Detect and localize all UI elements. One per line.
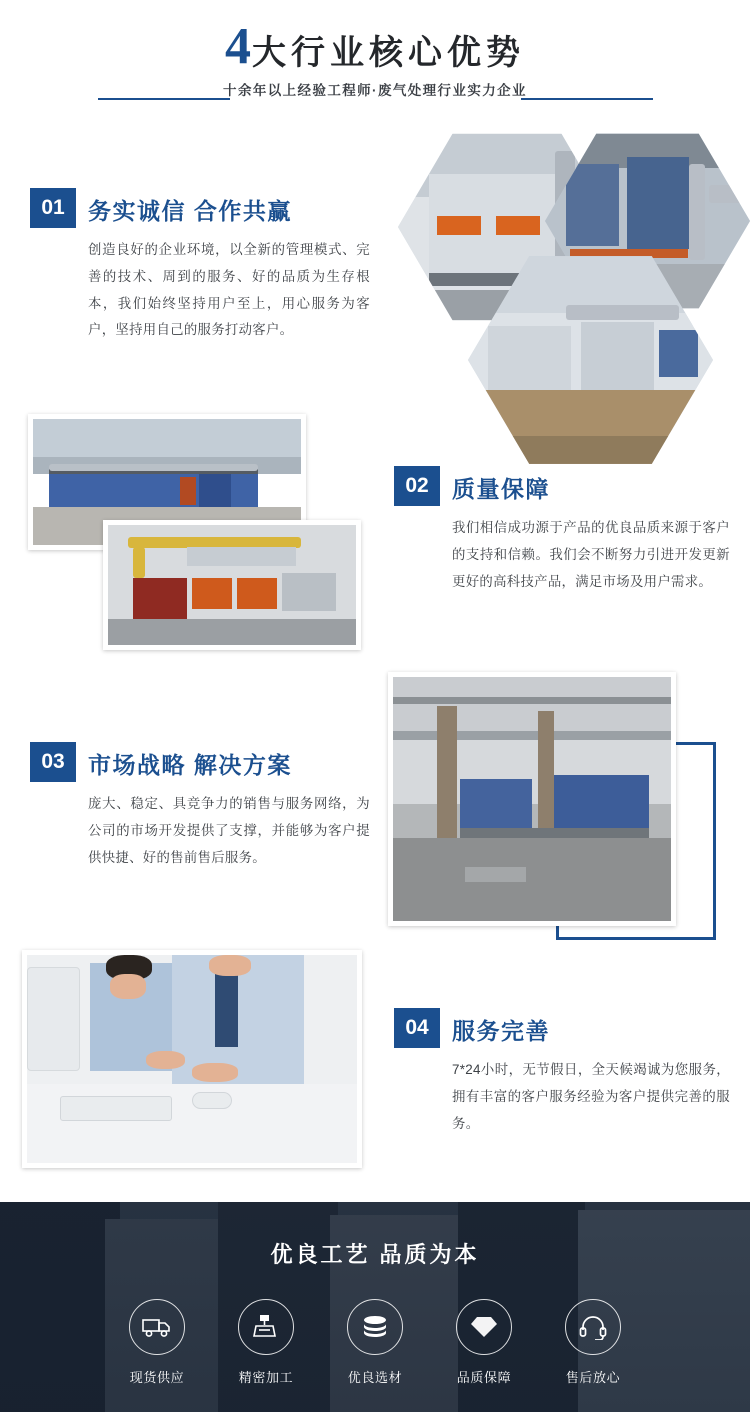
page-header xyxy=(0,0,750,118)
footer-label-machining: 精密加工 xyxy=(238,1370,294,1385)
photo-equipment-furnace xyxy=(103,520,361,650)
footer-content xyxy=(0,1202,750,1412)
feature-block-01 xyxy=(30,188,370,344)
footer-label-quality: 品质保障 xyxy=(456,1370,512,1385)
feature-02-body: 我们相信成功源于产品的优良品质来源于客户的支持和信赖。我们会不断努力引进开发更新更好的高科技产品，满足市场及用户需求。 xyxy=(452,520,730,589)
feature-03-heading xyxy=(30,742,370,782)
factory-icon xyxy=(238,1299,294,1355)
header-number: 4 xyxy=(225,18,250,75)
photo-equipment-furnace-image xyxy=(108,525,356,645)
photo-office-team-image xyxy=(27,955,357,1163)
page-subtitle: 十余年以上经验工程师·废气处理行业实力企业 xyxy=(223,83,527,99)
feature-03-body: 庞大、稳定、具竞争力的销售与服务网络，为公司的市场开发提供了支撑，并能够为客户提供快捷、好的售前售后服务。 xyxy=(88,796,370,865)
feature-01-heading xyxy=(30,188,370,228)
feature-01-body: 创造良好的企业环境，以全新的管理模式、完善的技术、周到的服务、好的品质为生存根本，我们始终坚持用户至上，用心服务为客户，坚持用自己的服务打动客户。 xyxy=(88,242,370,338)
footer-item-stock[interactable] xyxy=(118,1299,196,1386)
feature-04-title: 服务完善 xyxy=(452,1018,550,1044)
feature-04-heading xyxy=(394,1008,730,1048)
footer-label-material: 优良选材 xyxy=(347,1370,403,1385)
footer-label-aftersales: 售后放心 xyxy=(565,1370,621,1385)
diamond-icon xyxy=(456,1299,512,1355)
layers-icon xyxy=(347,1299,403,1355)
footer-item-machining[interactable] xyxy=(227,1299,305,1386)
feature-03-badge: 03 xyxy=(30,742,76,782)
footer-banner xyxy=(0,1202,750,1412)
photo-workshop-interior-image xyxy=(393,677,671,921)
photo-workshop-interior xyxy=(388,672,676,926)
feature-01-badge: 01 xyxy=(30,188,76,228)
feature-block-02 xyxy=(394,466,730,595)
feature-04-badge: 04 xyxy=(394,1008,440,1048)
feature-02-badge: 02 xyxy=(394,466,440,506)
header-divider-left xyxy=(98,98,230,100)
feature-04-body: 7*24小时，无节假日，全天候竭诚为您服务，拥有丰富的客户服务经验为客户提供完善的服务。 xyxy=(452,1062,730,1131)
header-title-row xyxy=(217,18,533,75)
footer-icon-row xyxy=(118,1299,632,1386)
truck-icon xyxy=(129,1299,185,1355)
footer-item-quality[interactable] xyxy=(445,1299,523,1386)
footer-title: 优良工艺 品质为本 xyxy=(270,1242,480,1267)
feature-02-heading xyxy=(394,466,730,506)
feature-block-03 xyxy=(30,742,370,871)
feature-01-title: 务实诚信 合作共赢 xyxy=(88,198,292,224)
header-divider-right xyxy=(521,98,653,100)
page-title: 大行业核心优势 xyxy=(252,33,525,72)
feature-02-title: 质量保障 xyxy=(452,476,550,502)
header-inner xyxy=(213,18,537,99)
headset-icon xyxy=(565,1299,621,1355)
photo-office-team xyxy=(22,950,362,1168)
footer-item-material[interactable] xyxy=(336,1299,414,1386)
feature-03-title: 市场战略 解决方案 xyxy=(88,752,292,778)
footer-label-stock: 现货供应 xyxy=(129,1370,185,1385)
feature-block-04 xyxy=(394,1008,730,1137)
header-divider-wrap xyxy=(98,18,653,100)
footer-item-aftersales[interactable] xyxy=(554,1299,632,1386)
